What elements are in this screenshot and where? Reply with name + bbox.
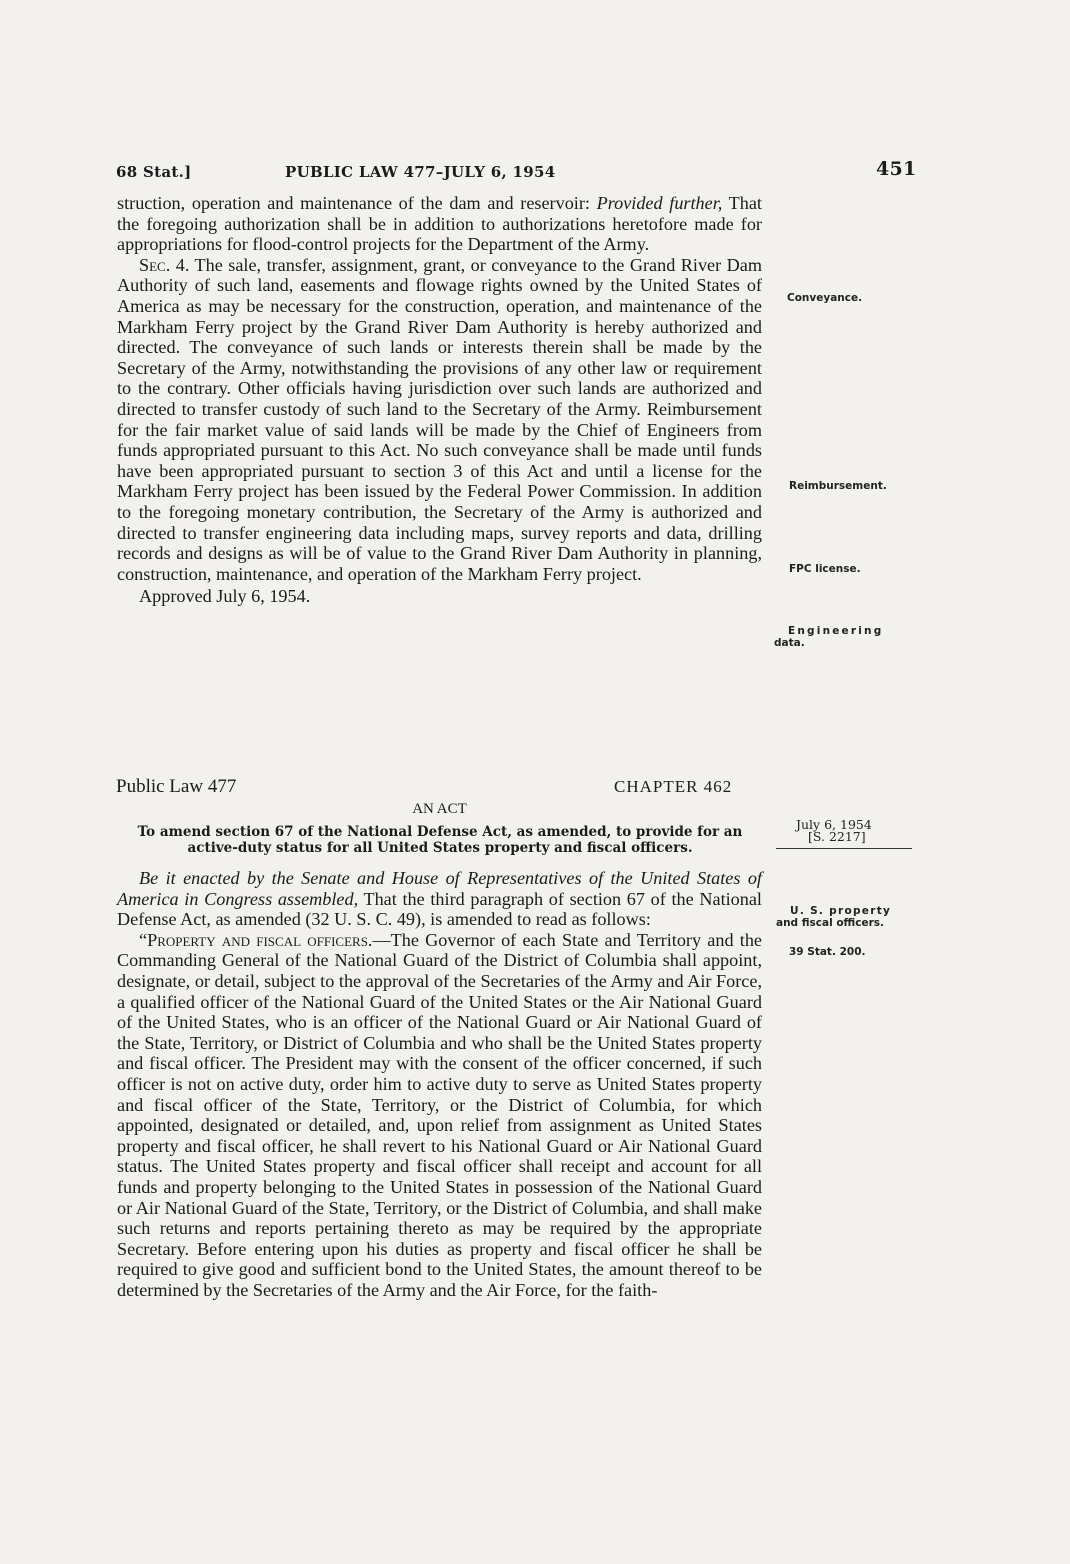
sec-4-text: The sale, transfer, assignment, grant, or conveyance to the Grand River Dam Authority of such land, easements and flowage rights owned by the United States of America as may be necessary for the construction, operation, and maintenance of the Markham Ferry project by the Grand River Dam Authority is hereby authorized and directed. The conveyance of such lands or interests therein shall be made by the Secretary of the Army, notwithstanding the provisions of any other law or requirement to the contrary. Other officials having jurisdiction over such lands are authorized and directed to transfer custody of such land to the Secretary of the Army. Reimbursement for the fair market value of said lands will be made by the Chief of Engineers from funds appropriated pursuant to this Act. No such conveyance shall be made until funds have been appropriated pursuant to section 3 of this Act and until a license for the Markham Ferry project has been issued by the Federal Power Commission. In addition to the foregoing monetary contribution, the Secretary of the Army is authorized and directed to transfer engineering data including maps, survey reports and data, drilling records and designs as will be of value to the Grand River Dam Authority in planning, construction, maintenance, and operation of the Markham Ferry project.	[117, 254, 762, 584]
sec-4-label: Sec. 4.	[139, 254, 190, 275]
public-law-number: Public Law 477	[116, 776, 237, 797]
engineering-line-1: Engineering	[788, 625, 884, 637]
approved-line: Approved July 6, 1954.	[139, 586, 311, 607]
enacting-clause-italic: Be it enacted by the Senate and House of Representatives of the United States of America in Congress assembled,	[117, 868, 762, 909]
section-4-text	[117, 193, 762, 607]
chapter-number: CHAPTER 462	[614, 777, 733, 796]
header-stat-ref: 68 Stat.]	[116, 163, 192, 181]
act-title-line-1: To amend section 67 of the National Defense Act, as amended, to provide for an	[137, 824, 743, 840]
proviso-italic: Provided further,	[596, 193, 723, 213]
act-body-text	[117, 868, 762, 1300]
engineering-line-2: data.	[774, 637, 805, 649]
margin-note-reimbursement: Reimbursement.	[789, 480, 887, 492]
senate-bill-number: [S. 2217]	[808, 829, 866, 844]
margin-note-property-officers	[776, 905, 891, 929]
proviso-text-b: That the foregoing authorization shall be in addition to authorizations heretofore made for appropriations for flood-control projects for the Department of the Army.	[117, 193, 762, 255]
margin-note-fpc-license: FPC license.	[789, 563, 861, 575]
margin-note-conveyance: Conveyance.	[787, 292, 863, 304]
header-title: PUBLIC LAW 477–JULY 6, 1954	[285, 163, 556, 181]
act-title-line-2: active-duty status for all United States property and fiscal officers.	[187, 840, 693, 856]
enacting-clause	[117, 868, 762, 930]
quoted-paragraph	[117, 930, 762, 1301]
margin-note-engineering	[774, 625, 914, 649]
paragraph-proviso	[117, 193, 762, 255]
proviso-text-a: struction, operation and maintenance of the dam and reservoir:	[117, 193, 597, 213]
property-line-1: U. S. property	[790, 905, 892, 917]
quote-heading: “Property and fiscal officers.	[139, 929, 373, 950]
act-title	[105, 824, 775, 856]
property-line-2: and fiscal officers.	[776, 917, 885, 929]
margin-note-stat: 39 Stat. 200.	[789, 946, 866, 958]
quote-body: —The Governor of each State and Territory and the Commanding General of the National Guard of the District of Columbia shall appoint, designate, or detail, subject to the approval of the Secretaries of the Army and Air Force, a qualified officer of the National Guard of the United States or the Air National Guard of the United States, who is an officer of the National Guard or Air National Guard of the State, Territory, or District of Columbia and who shall be the United States property and fiscal officer. The President may with the consent of the officer concerned, if such officer is not on active duty, order him to active duty to serve as United States property and fiscal officer of the State, Territory, or the District of Columbia, for which appointed, designated or detailed, and, upon relief from assignment as United States property and fiscal officer, he shall revert to his National Guard or Air National Guard status. The United States property and fiscal officer shall receipt and account for all funds and property belonging to the United States in possession of the National Guard or Air National Guard of the State, Territory, or the District of Columbia, and shall make such returns and reports pertaining thereto as may be required by the appropriate Secretary. Before entering upon his duties as property and fiscal officer he shall be required to give good and sufficient bond to the United States, the amount thereof to be determined by the Secretaries of the Army and the Air Force, for the faith-	[117, 929, 762, 1300]
paragraph-sec-4	[117, 255, 762, 585]
enacting-clause-text: That the third paragraph of section 67 of the National Defense Act, as amended (32 U. S. C. 49), is amended to read as follows:	[117, 888, 762, 930]
page-number: 451	[876, 158, 917, 180]
approval-date: July 6, 1954	[796, 817, 872, 832]
an-act-heading: AN ACT	[412, 801, 467, 817]
margin-rule	[776, 848, 912, 849]
margin-note-date	[796, 819, 872, 843]
